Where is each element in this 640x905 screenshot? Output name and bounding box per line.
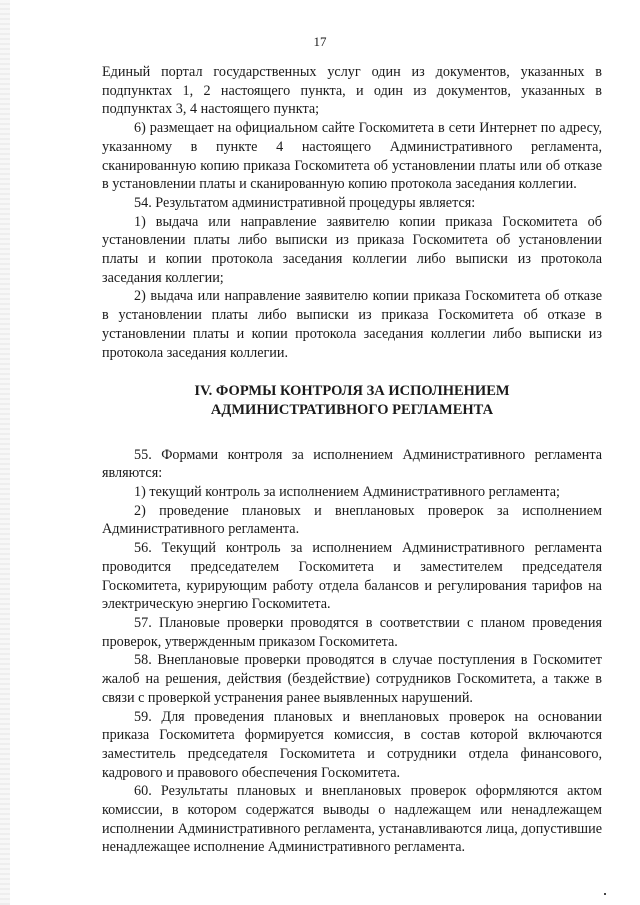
- paragraph: 58. Внеплановые проверки проводятся в случае поступления в Госкомитет жалоб на решения, действия (бездействие) сотрудников Госкомитета, а также в связи с проверкой устранения ранее выявленных нарушений.: [102, 652, 602, 706]
- paragraph: 6) размещает на официальном сайте Госкомитета в сети Интернет по адресу, указанному в пункте 4 настоящего Административного регламента, сканированную копию приказа Госкомитета об установлении платы или об отказе в установлении платы и сканированную копию протокола заседания коллегии.: [102, 120, 602, 193]
- paragraph: 2) проведение плановых и внеплановых проверок за исполнением Административного регламента.: [102, 502, 602, 538]
- paragraph: 1) текущий контроль за исполнением Административного регламента;: [134, 484, 560, 501]
- section-title-line-1: IV. ФОРМЫ КОНТРОЛЯ ЗА ИСПОЛНЕНИЕМ: [194, 383, 510, 400]
- section-title: [102, 382, 602, 419]
- paragraph: 60. Результаты плановых и внеплановых проверок оформляются актом комиссии, в котором содержатся выводы о надлежащем или ненадлежащем исполнении Административного регламента, устанавливаются лица, допустившие ненадлежащее исполнение Административного регламента.: [102, 783, 602, 856]
- scan-edge-artifact: [0, 0, 10, 905]
- paragraph: 57. Плановые проверки проводятся в соответствии с планом проведения проверок, утвержденным приказом Госкомитета.: [102, 614, 602, 650]
- document-body: [102, 63, 602, 857]
- paragraph: 55. Формами контроля за исполнением Административного регламента являются:: [102, 446, 602, 482]
- paragraph: 59. Для проведения плановых и внеплановых проверок на основании приказа Госкомитета формируется комиссия, в состав которой включаются заместитель председателя Госкомитета и сотрудники отдела финансового, кадрового и правового обеспечения Госкомитета.: [102, 708, 602, 781]
- scan-dot-artifact: [604, 893, 606, 895]
- paragraph: 1) выдача или направление заявителю копии приказа Госкомитета об установлении платы либо выписки из приказа Госкомитета об установлении платы и копии протокола заседания коллегии либо выписки из протокола заседания коллегии;: [102, 213, 602, 286]
- paragraph: 2) выдача или направление заявителю копии приказа Госкомитета об отказе в установлении платы либо выписки из приказа Госкомитета об отказе в установлении платы и копии протокола заседания коллегии либо выписки из протокола заседания коллегии.: [102, 288, 602, 361]
- page-number: 17: [313, 34, 327, 49]
- paragraph: 54. Результатом административной процедуры является:: [134, 194, 476, 211]
- section-title-line-2: АДМИНИСТРАТИВНОГО РЕГЛАМЕНТА: [210, 401, 494, 418]
- paragraphs-bottom: [102, 446, 602, 857]
- paragraphs-top: [102, 63, 602, 362]
- paragraph: Единый портал государственных услуг один из документов, указанных в подпунктах 1, 2 настоящего пункта, и один из документов, указанных в подпунктах 3, 4 настоящего пункта;: [102, 64, 602, 118]
- paragraph: 56. Текущий контроль за исполнением Административного регламента проводится председателем Госкомитета и заместителем председателя Госкомитета, курирующим работу отдела балансов и регулирования тарифов на электрическую энергию Госкомитета.: [102, 540, 602, 613]
